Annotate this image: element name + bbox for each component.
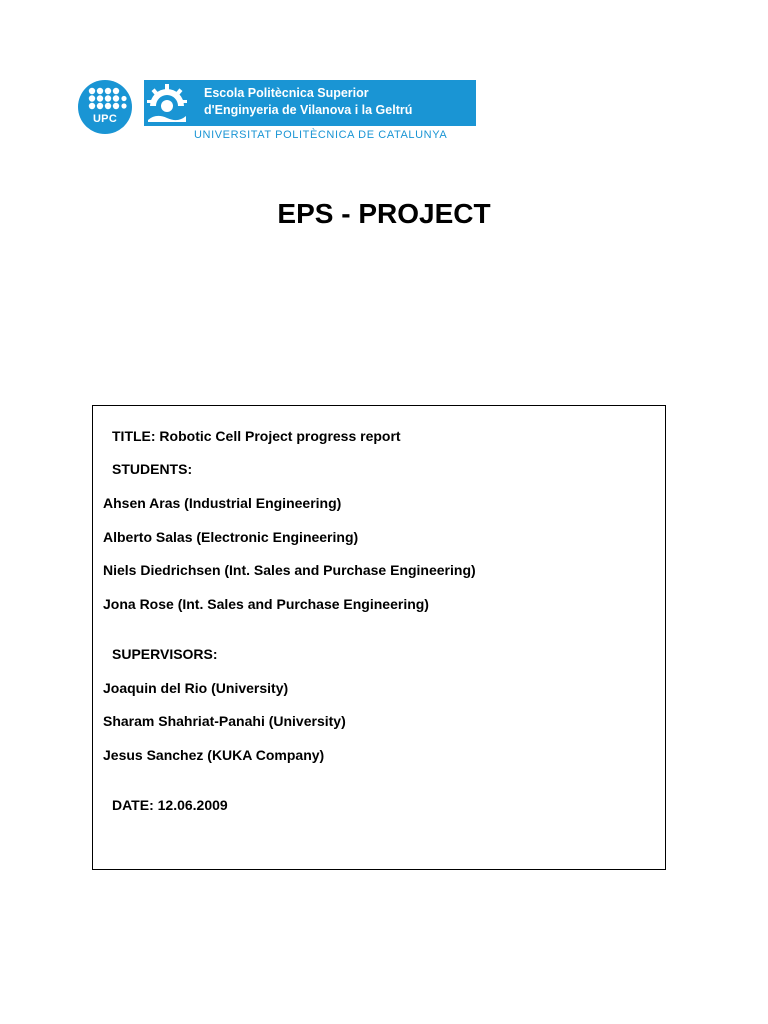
school-banner: [144, 80, 476, 126]
upc-logo: [78, 80, 132, 134]
student-item: Alberto Salas (Electronic Engineering): [103, 529, 359, 545]
project-title-line: TITLE: Robotic Cell Project progress report: [112, 428, 401, 444]
students-heading: STUDENTS:: [112, 461, 193, 477]
supervisor-item: Joaquin del Rio (University): [103, 680, 289, 696]
page-title: EPS - PROJECT: [277, 198, 491, 229]
school-name-line1: Escola Politècnica Superior: [204, 86, 369, 100]
student-item: Ahsen Aras (Industrial Engineering): [103, 495, 342, 511]
university-name: UNIVERSITAT POLITÈCNICA DE CATALUNYA: [194, 129, 448, 141]
date-line: DATE: 12.06.2009: [112, 797, 228, 813]
upc-logo-text: UPC: [92, 113, 118, 125]
supervisors-heading: SUPERVISORS:: [112, 646, 218, 662]
school-emblem-icon: [144, 80, 190, 126]
upc-dots-icon: [78, 80, 132, 134]
student-item: Jona Rose (Int. Sales and Purchase Engineering): [103, 596, 429, 612]
school-name-line2: d'Enginyeria de Vilanova i la Geltrú: [204, 103, 413, 117]
header-logos: [76, 78, 478, 150]
supervisor-item: Jesus Sanchez (KUKA Company): [103, 747, 325, 763]
project-info-box: [92, 405, 666, 870]
supervisor-item: Sharam Shahriat-Panahi (University): [103, 713, 346, 729]
student-item: Niels Diedrichsen (Int. Sales and Purchase Engineering): [103, 562, 476, 578]
school-name: [204, 85, 412, 119]
